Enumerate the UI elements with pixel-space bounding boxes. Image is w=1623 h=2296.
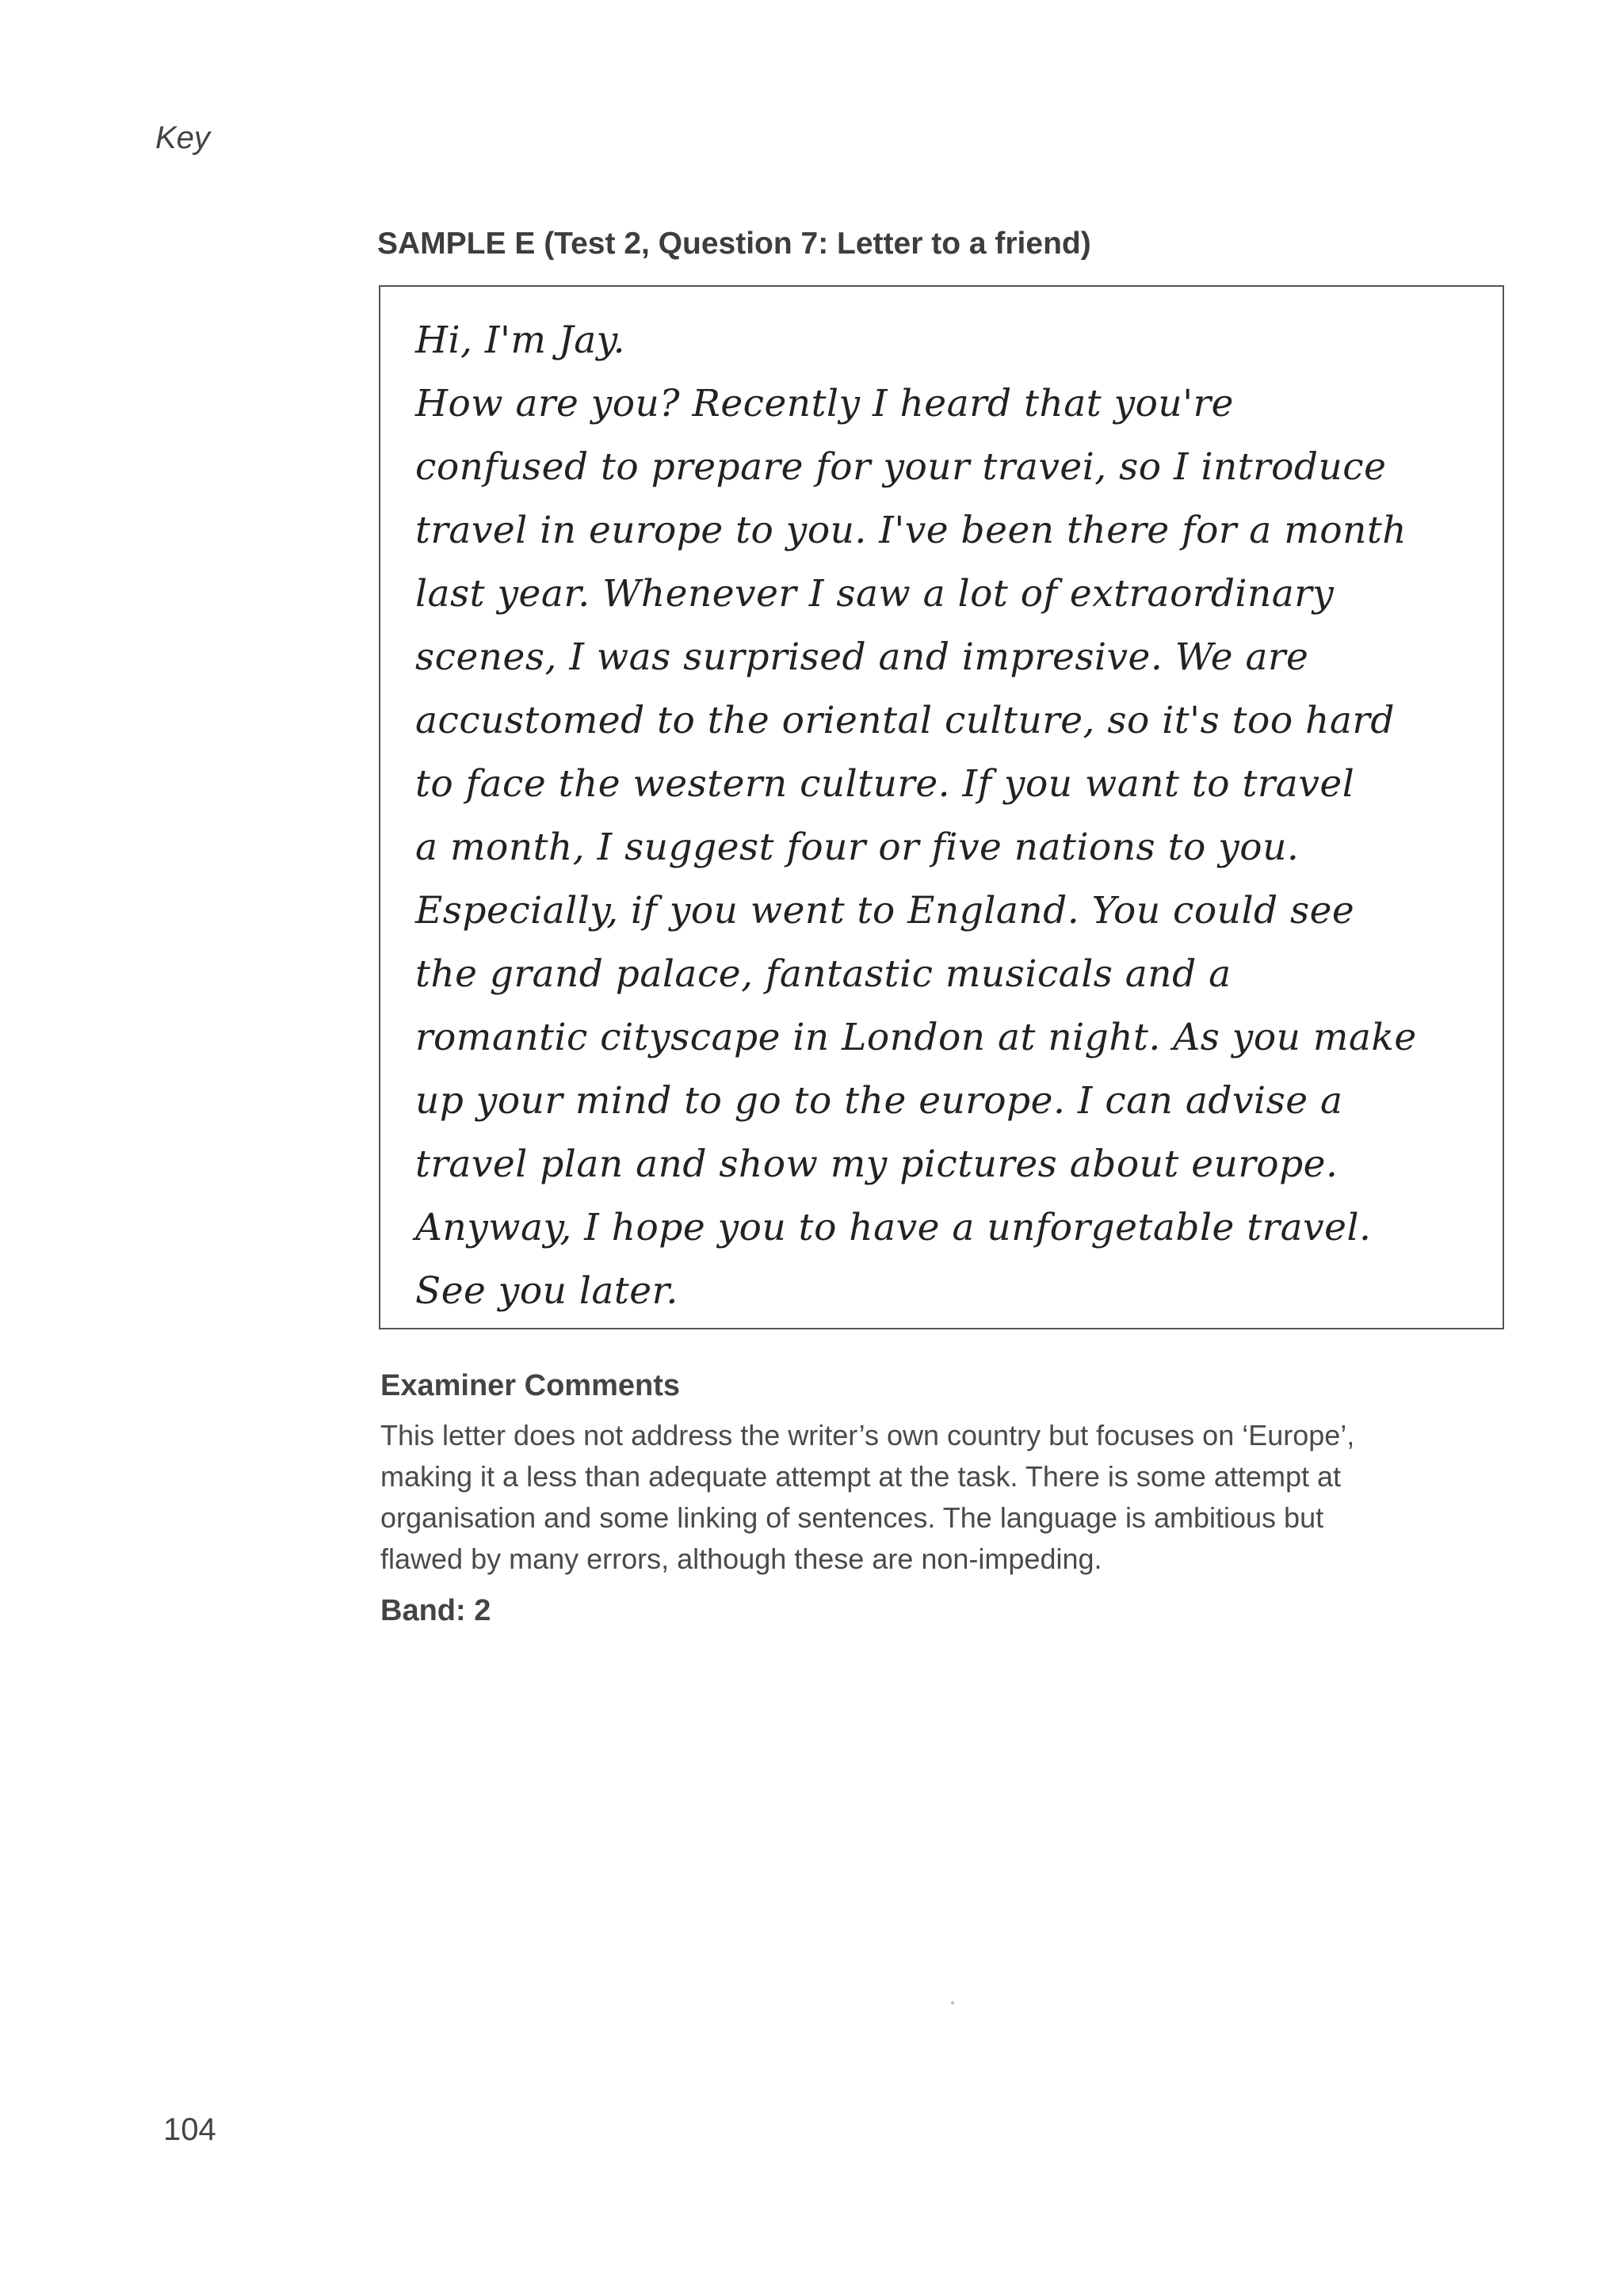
letter-line: travel in europe to you. I've been there for a month: [415, 509, 1407, 552]
letter-line: Especially, if you went to England. You could see: [415, 889, 1355, 933]
examiner-comments-heading: Examiner Comments: [380, 1369, 681, 1402]
page-number: 104: [163, 2112, 216, 2147]
letter-line: Hi, I'm Jay.: [415, 318, 626, 362]
letter-line: accustomed to the oriental culture, so it's too hard: [415, 699, 1395, 742]
letter-line: romantic cityscape in London at night. As you make: [415, 1016, 1417, 1059]
comment-line: organisation and some linking of sentences. The language is ambitious but: [380, 1501, 1324, 1534]
letter-line: the grand palace, fantastic musicals and a: [415, 952, 1232, 996]
examiner-comments-body: [380, 1415, 1490, 1580]
sample-title: SAMPLE E (Test 2, Question 7: Letter to a friend): [377, 227, 1091, 261]
letter-line: How are you? Recently I heard that you're: [415, 382, 1234, 425]
letter-line: confused to prepare for your travei, so I introduce: [415, 445, 1387, 489]
letter-line: scenes, I was surprised and impresive. We are: [415, 635, 1309, 679]
handwritten-letter-box: [379, 285, 1504, 1329]
letter-line: up your mind to go to the europe. I can advise a: [415, 1079, 1343, 1123]
band-score: Band: 2: [380, 1594, 491, 1627]
letter-line: Anyway, I hope you to have a unforgetable travel.: [415, 1206, 1372, 1249]
scan-speck: [951, 2001, 954, 2004]
letter-line: See you later.: [415, 1269, 678, 1313]
letter-line: travel plan and show my pictures about europe.: [415, 1142, 1338, 1186]
letter-line: last year. Whenever I saw a lot of extraordinary: [415, 572, 1335, 616]
comment-line: making it a less than adequate attempt at the task. There is some attempt at: [380, 1460, 1341, 1493]
letter-line: to face the western culture. If you want to travel: [415, 762, 1355, 806]
section-label: Key: [155, 120, 210, 155]
letter-line: a month, I suggest four or five nations to you.: [415, 826, 1300, 869]
comment-line: flawed by many errors, although these are non-impeding.: [380, 1543, 1102, 1575]
handwritten-letter: [415, 309, 1479, 1323]
comment-line: This letter does not address the writer’s own country but focuses on ‘Europe’,: [380, 1419, 1355, 1451]
